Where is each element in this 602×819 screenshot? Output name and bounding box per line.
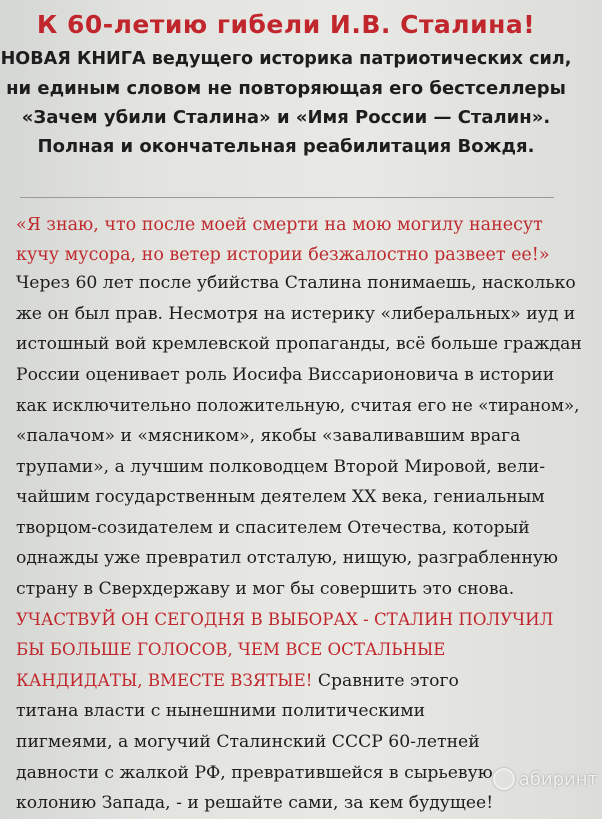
body-line: однажды уже превратил отсталую, нищую, разграбленную bbox=[16, 548, 558, 569]
body-line: титана власти с нынешними политическими bbox=[16, 701, 426, 722]
header-line-1-rest: ведущего историка патриотических сил, bbox=[145, 49, 572, 69]
watermark-text: абиринт bbox=[518, 768, 598, 790]
quote-line-2: кучу мусора, но ветер истории безжалостно развеет ее!» bbox=[16, 245, 550, 265]
cover-title: К 60-летию гибели И.В. Сталина! bbox=[36, 10, 536, 39]
body-line: «палачом» и «мясником», якобы «заваливавшим врага bbox=[16, 425, 521, 446]
annotation-text bbox=[16, 268, 586, 819]
header-line-2: ни единым словом не повторяющая его бестселлеры bbox=[6, 78, 566, 99]
body-line: страну в Сверхдержаву и мог бы совершить это снова. bbox=[16, 578, 515, 599]
body-line: чайшим государственным деятелем XX века, гениальным bbox=[16, 487, 545, 508]
emphasis-line: УЧАСТВУЙ ОН СЕГОДНЯ В ВЫБОРАХ - СТАЛИН ПОЛУЧИЛ bbox=[16, 609, 554, 629]
body-line: же он был прав. Несмотря на истерику «либеральных» иуд и bbox=[16, 303, 576, 324]
body-line: Через 60 лет после убийства Сталина понимаешь, насколько bbox=[16, 273, 576, 293]
body-line: истошный вой кремлевской пропаганды, всё больше граждан bbox=[16, 334, 582, 355]
body-line: давности с жалкой РФ, превратившейся в сырьевую bbox=[16, 762, 493, 783]
header-line-3: «Зачем убили Сталина» и «Имя России — Сталин». bbox=[21, 107, 551, 128]
body-line: России оценивает роль Иосифа Виссарионовича в истории bbox=[16, 364, 555, 385]
labirint-watermark bbox=[493, 768, 598, 790]
body-line: колонию Запада, - и решайте сами, за кем будущее! bbox=[16, 793, 494, 814]
mixed-line bbox=[16, 666, 586, 697]
body-line: как исключительно положительную, считая его не «тираном», bbox=[16, 395, 580, 416]
emphasis-fragment: КАНДИДАТЫ, ВМЕСТЕ ВЗЯТЫЕ! bbox=[16, 670, 313, 690]
body-fragment: Сравните этого bbox=[312, 670, 459, 691]
divider bbox=[20, 197, 554, 199]
stalin-quote bbox=[16, 210, 576, 270]
body-line: пигмеями, а могучий Сталинский СССР 60-летней bbox=[16, 731, 480, 752]
header-line-4: Полная и окончательная реабилитация Вождя. bbox=[37, 136, 535, 157]
header-line-1-lead: НОВАЯ КНИГА bbox=[0, 49, 146, 69]
body-line: творцом-созидателем и спасителем Отечества, который bbox=[16, 517, 530, 538]
quote-line-1: «Я знаю, что после моей смерти на мою могилу нанесут bbox=[16, 215, 543, 235]
body-line: трупами», а лучшим полководцем Второй Мировой, вели- bbox=[16, 456, 546, 477]
header-line-1 bbox=[0, 45, 572, 74]
emphasis-line: БЫ БОЛЬШЕ ГОЛОСОВ, ЧЕМ ВСЕ ОСТАЛЬНЫЕ bbox=[16, 640, 446, 660]
labirint-logo-icon bbox=[493, 768, 515, 790]
cover-header bbox=[0, 10, 572, 161]
